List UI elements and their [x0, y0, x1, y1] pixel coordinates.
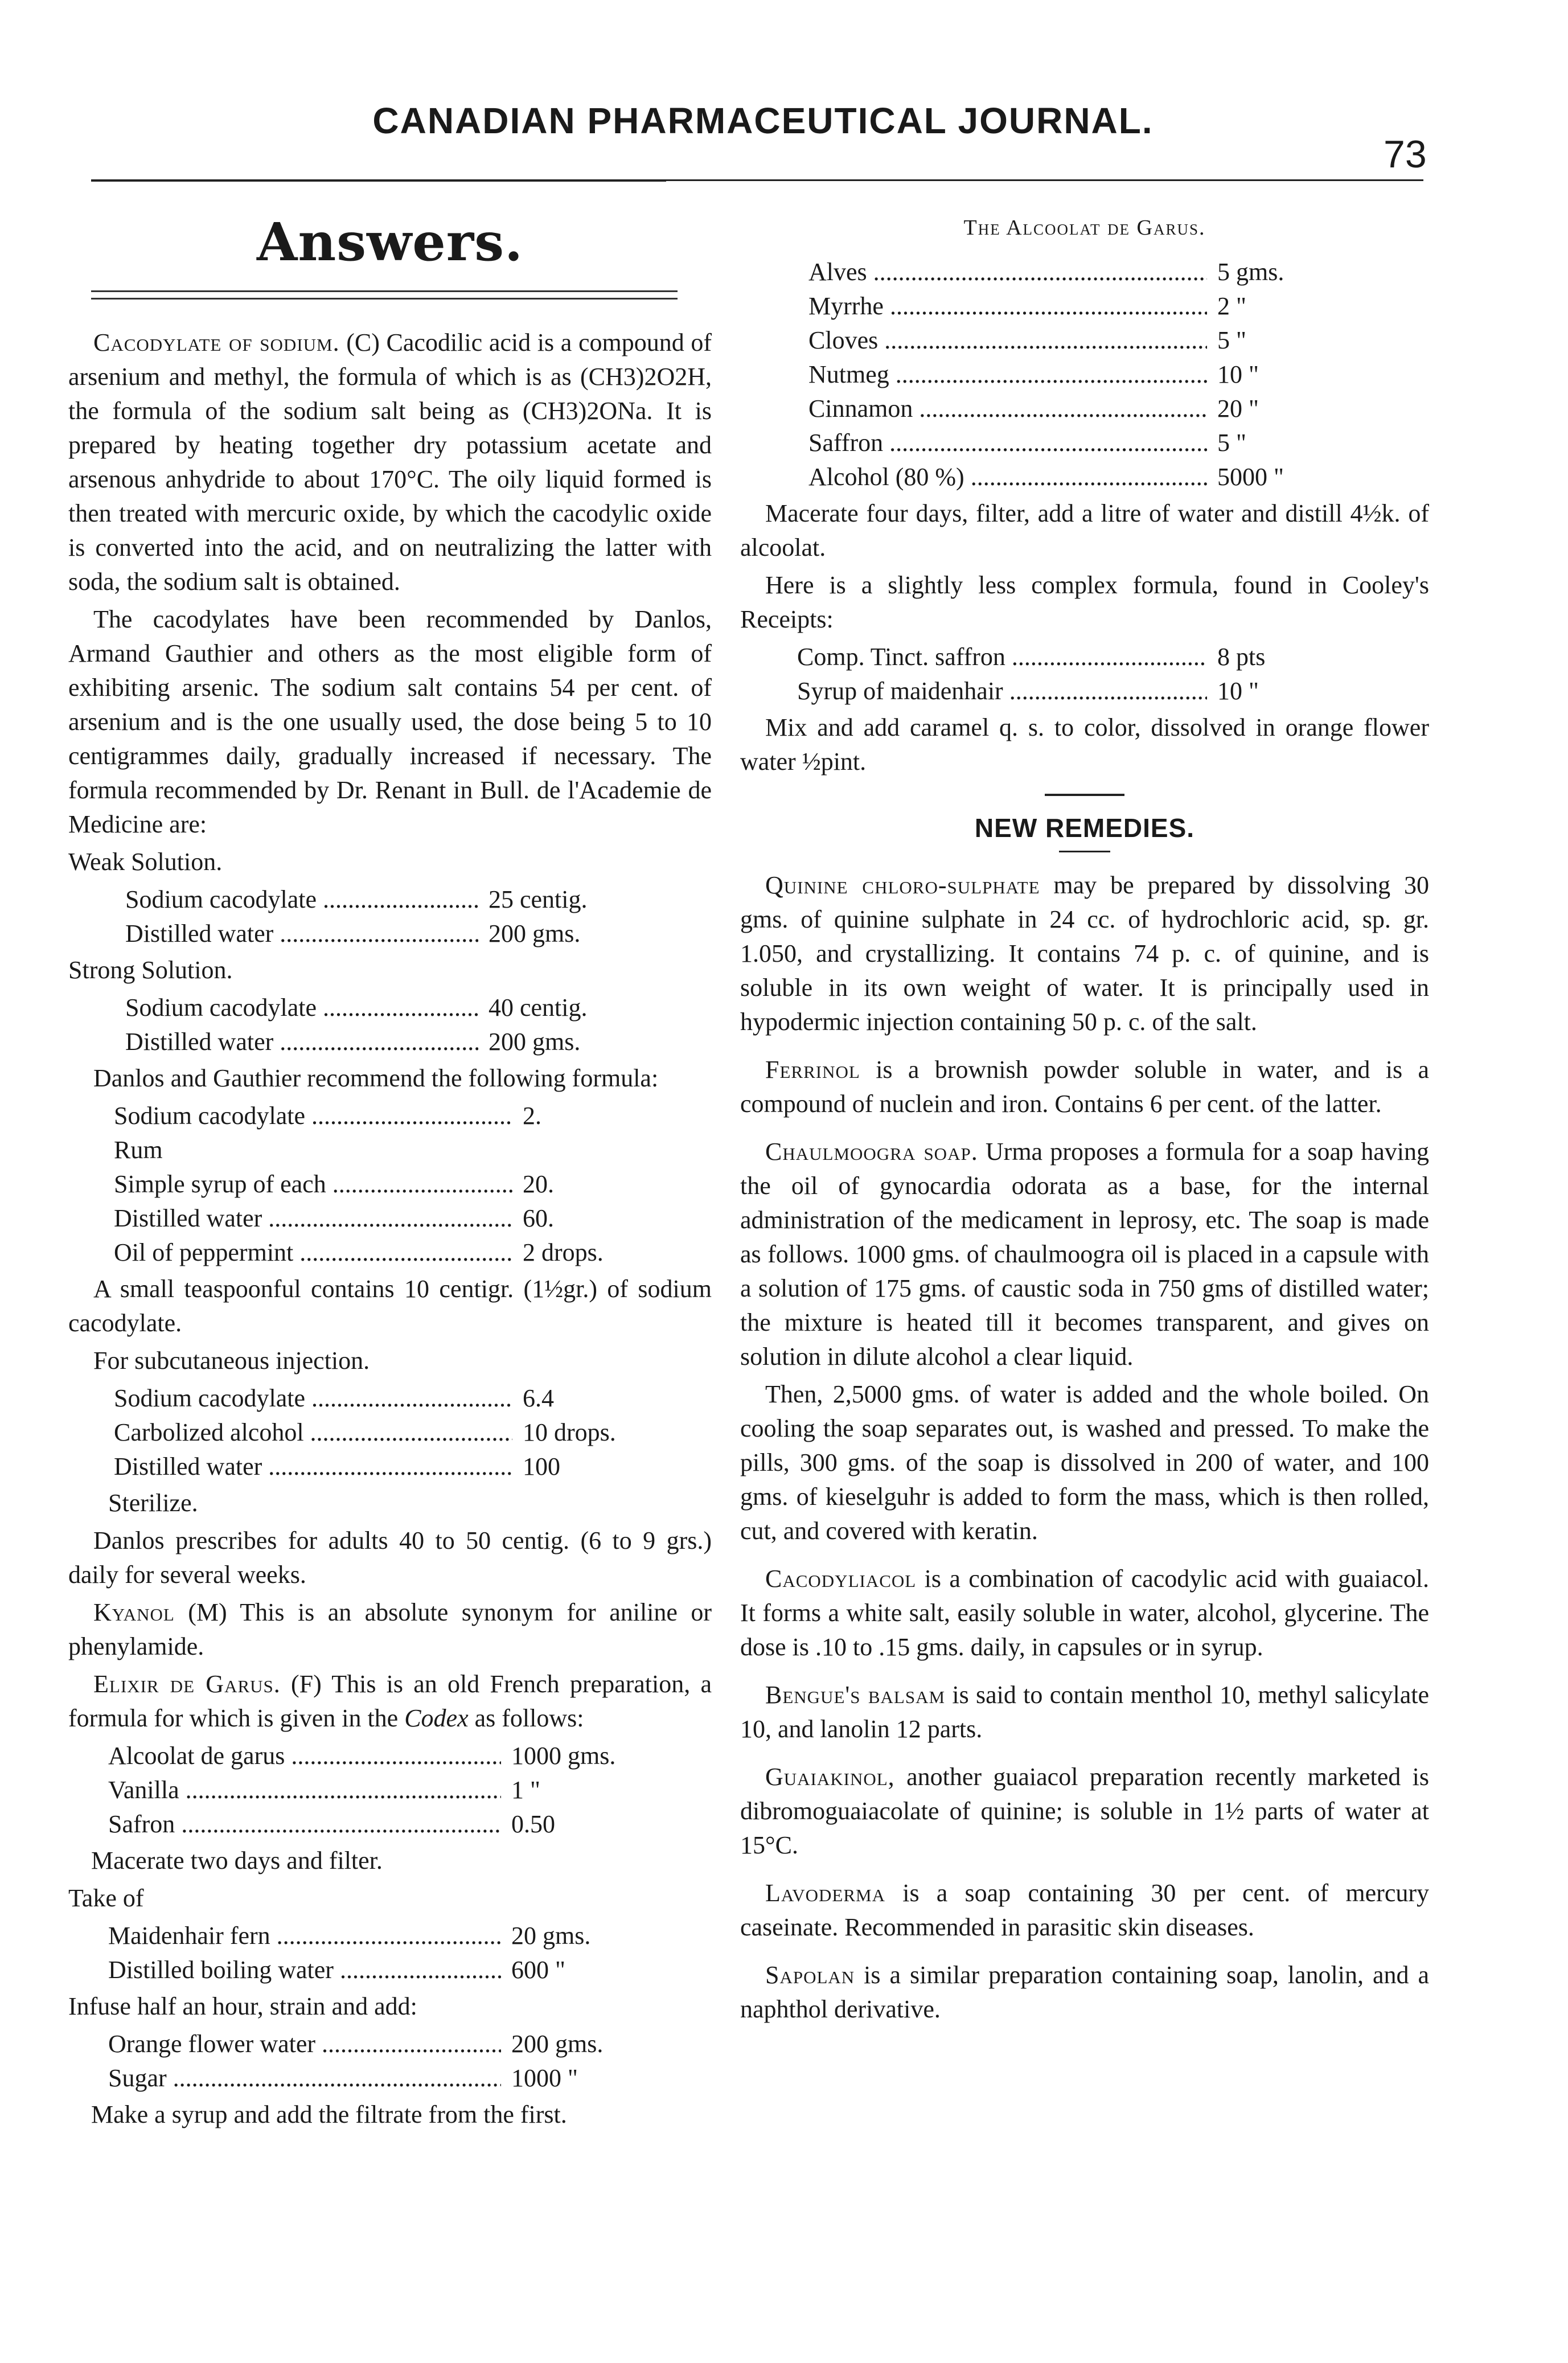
recipe-row [114, 1416, 683, 1450]
danlos-adults-paragraph: Danlos prescribes for adults 40 to 50 centig. (6 to 9 grs.) daily for several weeks. [68, 1527, 712, 1589]
ingredient-qty: 20 " [1217, 395, 1259, 422]
heading-underline [1059, 851, 1110, 852]
recipe-row [108, 2027, 678, 2061]
recipe-row [125, 883, 638, 917]
alcoolat-recipe [740, 255, 1378, 494]
recipe-row [808, 392, 1378, 426]
ingredient-qty: 2 drops. [523, 1238, 604, 1266]
ingredient-name: Safron ..... [108, 1807, 501, 1841]
strong-solution-recipe [68, 991, 638, 1059]
teaspoon-paragraph: A small teaspoonful contains 10 centigr. (1½gr.) of sodium cacodylate. [68, 1275, 712, 1337]
quinine-paragraph [740, 868, 1429, 1039]
ingredient-qty: 20 gms. [511, 1922, 591, 1950]
subcutaneous-label: For subcutaneous injection. [93, 1347, 370, 1375]
recipe-row [114, 1381, 683, 1416]
header-rule-right [666, 179, 1423, 181]
ingredient-name: Myrrhe ..... [808, 289, 1207, 323]
bengue-text: is said to contain menthol 10, methyl salicylate 10, and lanolin 12 parts. [740, 1681, 1429, 1743]
ingredient-qty: 0.50 [511, 1810, 555, 1838]
ingredient-qty: 10 " [1217, 677, 1259, 705]
recipe-row [108, 1807, 678, 1841]
ingredient-qty: 600 " [511, 1956, 565, 1984]
ingredient-name: Simple syrup of each ..... [114, 1167, 512, 1201]
sterilize-text: Sterilize. [108, 1489, 198, 1517]
ingredient-qty: 60. [523, 1204, 554, 1232]
chaulmoogra-text: Urma proposes a formula for a soap having the oil of gynocardia odorata as a base, for the internal administration of the medicament in leprosy, etc. The soap is made as follows. 1000 gms. of chaulmoogra oil is placed in a capsule with a solution of 175 gms. of caustic soda in 750 gms of distilled water; the mixture is heated till it becomes transparent, and gives on solution in dilute alcohol a clear liquid. [740, 1138, 1429, 1371]
ingredient-qty: 5000 " [1217, 463, 1284, 491]
ingredient-name: Sodium cacodylate ..... [125, 883, 478, 917]
mix-paragraph: Mix and add caramel q. s. to color, dissolved in orange flower water ½pint. [740, 713, 1429, 776]
take-of-text: Take of [68, 1884, 144, 1912]
answers-heading: Answers. [256, 211, 524, 273]
ferrinol-text: is a brownish powder soluble in water, and is a compound of nuclein and iron. Contains 6 per cent. of the latter. [740, 1056, 1429, 1118]
recipe-row [808, 426, 1378, 460]
ingredient-qty: 5 " [1217, 429, 1246, 457]
recipe-row [114, 1236, 672, 1270]
lavoderma-lead: Lavoderma [765, 1879, 885, 1907]
ingredient-name: Cinnamon ..... [808, 392, 1207, 426]
recipe-row [808, 460, 1378, 494]
lavoderma-text: is a soap containing 30 per cent. of mercury caseinate. Recommended in parasitic skin diseases. [740, 1879, 1429, 1941]
ingredient-qty: 40 centig. [489, 994, 588, 1021]
ingredient-name: Nutmeg ..... [808, 358, 1207, 392]
recipe-row [797, 674, 1366, 708]
ingredient-qty: 25 centig. [489, 885, 588, 913]
recipe-row [114, 1133, 672, 1167]
cacodylate-paragraph [68, 326, 712, 599]
cooley-paragraph: Here is a slightly less complex formula, found in Cooley's Receipts: [740, 571, 1429, 633]
danlos-formula-recipe [68, 1099, 672, 1270]
ingredient-name: Distilled water ..... [125, 1025, 478, 1059]
recipe-row [125, 1025, 638, 1059]
ingredient-name: Sodium cacodylate ..... [114, 1099, 512, 1133]
cacodyliacol-paragraph [740, 1562, 1429, 1664]
ingredient-name: Alcoolat de garus ..... [108, 1739, 501, 1773]
ingredient-name: Vanilla ..... [108, 1773, 501, 1807]
cacodyliacol-lead: Cacodyliacol [765, 1565, 917, 1593]
ingredient-qty: 2 " [1217, 292, 1246, 320]
ingredient-qty: 5 gms. [1217, 258, 1284, 286]
quinine-text: may be prepared by dissolving 30 gms. of quinine sulphate in 24 cc. of hydrochloric acid, sp. gr. 1.050, and crystallizing. It contains 74 p. c. of quinine, and is soluble in its own weight of water. It is principally used in hypodermic injection containing 50 p. c. of the salt. [740, 871, 1429, 1036]
ingredient-qty: 1 " [511, 1776, 540, 1804]
recipe-row [114, 1099, 672, 1133]
elixir-paragraph [68, 1667, 712, 1736]
bengue-paragraph [740, 1678, 1429, 1746]
ingredient-name: Rum [114, 1136, 163, 1164]
ingredient-name: Alcohol (80 %) ..... [808, 460, 1207, 494]
sapolan-text: is a similar preparation containing soap, lanolin, and a naphthol derivative. [740, 1961, 1429, 2023]
section-divider [1045, 794, 1124, 796]
right-column [740, 211, 1429, 2030]
ingredient-name: Comp. Tinct. saffron ..... [797, 640, 1207, 674]
cacodyliacol-text: is a combination of cacodylic acid with guaiacol. It forms a white salt, easily soluble in water, alcohol, glycerine. The dose is .10 to .15 gms. daily, in capsules or in syrup. [740, 1565, 1429, 1661]
ingredient-name: Oil of peppermint ..... [114, 1236, 512, 1270]
page-number: 73 [1384, 133, 1427, 176]
chaulmoogra-paragraph [740, 1135, 1429, 1374]
recipe-row [108, 1919, 678, 1953]
recipe-row [808, 358, 1378, 392]
codex-title: Codex [404, 1704, 469, 1732]
elixir-text: (F) This is an old French preparation, a formula for which is given in the [68, 1670, 712, 1732]
make-syrup-text: Make a syrup and add the filtrate from the first. [91, 2101, 567, 2128]
guaiakinol-lead: Guaiakinol, [765, 1763, 895, 1791]
ingredient-name: Distilled water ..... [114, 1450, 512, 1484]
recipe-row [797, 640, 1366, 674]
ingredient-name: Cloves ..... [808, 323, 1207, 358]
quinine-lead: Quinine chloro-sulphate [765, 871, 1040, 899]
ingredient-qty: 100 [523, 1453, 560, 1480]
recipe-row [114, 1201, 672, 1236]
recipe-row [108, 1773, 678, 1807]
macerate-two-text: Macerate two days and filter. [91, 1847, 383, 1874]
ingredient-name: Sugar ..... [108, 2061, 501, 2095]
ingredient-qty: 200 gms. [511, 2030, 604, 2058]
recipe-row [114, 1167, 672, 1201]
cacodylate-text: (C) Cacodilic acid is a compound of arsenium and methyl, the formula of which is as (CH3)2O2H, the formula of the sodium salt being as (CH3)2ONa. It is prepared by heating together dry potassium acetate and arsenous anhydride to about 170°C. The oily liquid formed is then treated with mercuric oxide, by which the cacodylic oxide is converted into the acid, and on neutralizing the latter with soda, the sodium salt is obtained. [68, 329, 712, 596]
danlos-formula-paragraph: Danlos and Gauthier recommend the following formula: [93, 1064, 659, 1092]
ingredient-qty: 1000 " [511, 2064, 578, 2092]
ingredient-qty: 20. [523, 1170, 554, 1198]
then-paragraph: Then, 2,5000 gms. of water is added and the whole boiled. On cooling the soap separates out, is washed and pressed. To make the pills, 300 gms. of the soap is dissolved in 200 of water, and 100 gms. of kieselguhr is added to form the mass, which is then rolled, cut, and covered with keratin. [740, 1380, 1429, 1545]
ingredient-qty: 10 drops. [523, 1418, 616, 1446]
ingredient-name: Distilled boiling water ..... [108, 1953, 501, 1987]
recipe-row [108, 2061, 678, 2095]
kyanol-text: (M) This is an absolute synonym for aniline or phenylamide. [68, 1598, 712, 1660]
chaulmoogra-lead: Chaulmoogra soap. [765, 1138, 978, 1166]
recipe-row [125, 917, 638, 951]
ingredient-qty: 6.4 [523, 1384, 554, 1412]
recipe-row [808, 323, 1378, 358]
alcoolat-heading: The Alcoolat de Garus. [963, 216, 1206, 240]
sapolan-paragraph [740, 1958, 1429, 2026]
cooley-recipe [740, 640, 1366, 708]
left-column [68, 211, 712, 2135]
recipe-row [125, 991, 638, 1025]
take-of-recipe [68, 1919, 678, 1987]
ferrinol-paragraph [740, 1053, 1429, 1121]
elixir-text-end: as follows: [468, 1704, 584, 1732]
lavoderma-paragraph [740, 1876, 1429, 1944]
subcutaneous-recipe [68, 1381, 683, 1484]
kyanol-lead: Kyanol [93, 1598, 175, 1626]
ingredient-name: Sodium cacodylate ..... [125, 991, 478, 1025]
macerate-four-paragraph: Macerate four days, filter, add a litre of water and distill 4½k. of alcoolat. [740, 499, 1429, 561]
weak-solution-recipe [68, 883, 638, 951]
ingredient-qty: 1000 gms. [511, 1742, 616, 1770]
answers-rule [91, 290, 678, 300]
recipe-row [114, 1450, 683, 1484]
cacodylates-recommended-paragraph: The cacodylates have been recommended by Danlos, Armand Gauthier and others as the most eligible form of exhibiting arsenic. The sodium salt contains 54 per cent. of arsenium and is the one usually used, the dose being 5 to 10 centigrammes daily, gradually increased if necessary. The formula recommended by Dr. Renant in Bull. de l'Academie de Medicine are: [68, 605, 712, 838]
sapolan-lead: Sapolan [765, 1961, 855, 1989]
ingredient-name: Distilled water ..... [114, 1201, 512, 1236]
ingredient-name: Syrup of maidenhair ..... [797, 674, 1207, 708]
ingredient-qty: 10 " [1217, 360, 1259, 388]
ingredient-name: Alves ..... [808, 255, 1207, 289]
ferrinol-lead: Ferrinol [765, 1056, 860, 1084]
ingredient-name: Saffron ..... [808, 426, 1207, 460]
guaiakinol-paragraph [740, 1760, 1429, 1862]
ingredient-name: Maidenhair fern ..... [108, 1919, 501, 1953]
ingredient-qty: 5 " [1217, 326, 1246, 354]
ingredient-qty: 200 gms. [489, 920, 581, 947]
cacodylate-lead: Cacodylate of sodium. [93, 329, 340, 356]
header-rule-left [91, 179, 666, 182]
infuse-recipe [68, 2027, 678, 2095]
strong-solution-label: Strong Solution. [68, 956, 233, 984]
recipe-row [808, 289, 1378, 323]
ingredient-qty: 200 gms. [489, 1028, 581, 1056]
ingredient-qty: 8 pts [1217, 643, 1266, 671]
elixir-recipe [68, 1739, 678, 1841]
recipe-row [808, 255, 1378, 289]
infuse-text: Infuse half an hour, strain and add: [68, 1992, 417, 2020]
elixir-lead: Elixir de Garus. [93, 1670, 281, 1698]
kyanol-paragraph [68, 1595, 712, 1664]
bengue-lead: Bengue's balsam [765, 1681, 946, 1709]
guaiakinol-text: another guaiacol preparation recently marketed is dibromoguaiacolate of quinine; is soluble in 1½ parts of water at 15°C. [740, 1763, 1429, 1859]
ingredient-qty: 2. [523, 1102, 541, 1130]
ingredient-name: Orange flower water ..... [108, 2027, 501, 2061]
weak-solution-label: Weak Solution. [68, 848, 223, 876]
ingredient-name: Distilled water ..... [125, 917, 478, 951]
ingredient-name: Sodium cacodylate ..... [114, 1381, 512, 1416]
journal-title: CANADIAN PHARMACEUTICAL JOURNAL. [372, 100, 1154, 141]
new-remedies-heading: NEW REMEDIES. [974, 813, 1195, 843]
recipe-row [108, 1739, 678, 1773]
recipe-row [108, 1953, 678, 1987]
ingredient-name: Carbolized alcohol ..... [114, 1416, 512, 1450]
